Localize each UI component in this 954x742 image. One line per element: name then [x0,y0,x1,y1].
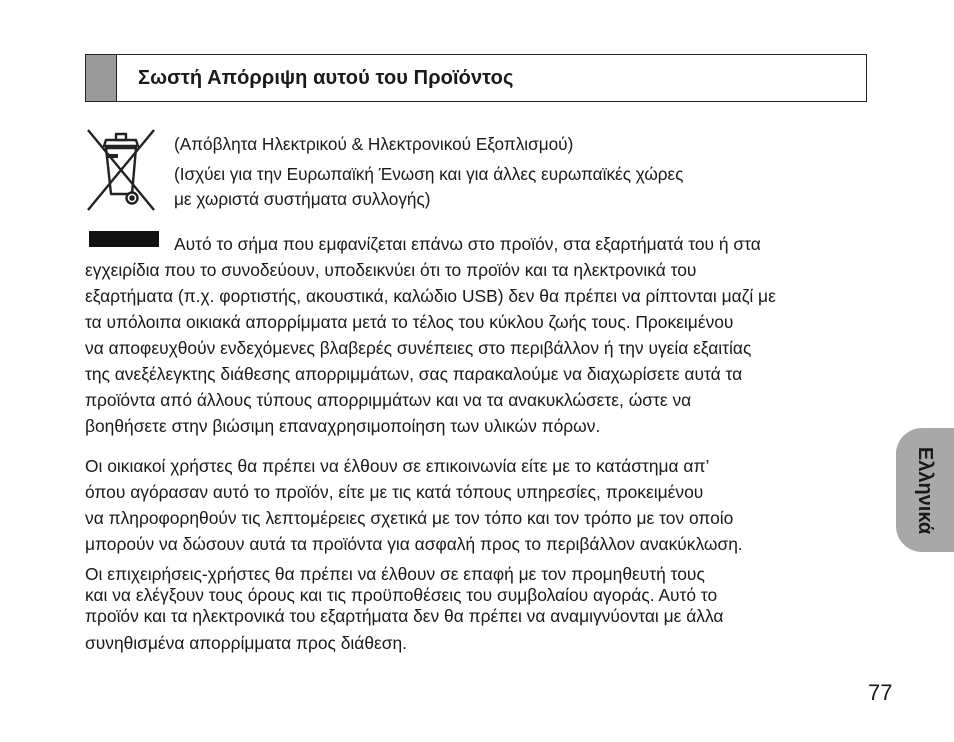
language-side-tab [896,428,954,552]
intro-line-1: (Απόβλητα Ηλεκτρικού & Ηλεκτρονικού Εξοπλισμού) [174,134,574,154]
paragraph-2-line: να πληροφορηθούν τις λεπτομέρειες σχετικά με τον τόπο και τον τρόπο με τον οποίο [85,508,734,528]
intro-line-3: με χωριστά συστήματα συλλογής) [174,189,431,209]
paragraph-1-line: προϊόντα από άλλους τύπους απορριμμάτων και να τα ανακυκλώσετε, ώστε να [85,390,692,410]
paragraph-3-line: και να ελέγξουν τους όρους και τις προϋποθέσεις του συμβολαίου αγοράς. Αυτό το [85,585,718,605]
paragraph-2 [85,453,875,557]
paragraph-3 [85,564,875,654]
paragraph-1-line: να αποφευχθούν ενδεχόμενες βλαβερές συνέπειες στο περιβάλλον ή την υγεία εξαιτίας [85,338,752,358]
paragraph-2-line: Οι οικιακοί χρήστες θα πρέπει να έλθουν σε επικοινωνία είτε με το κατάστημα απ’ [85,456,710,476]
paragraph-3-line: προϊόν και τα ηλεκτρονικά του εξαρτήματα δεν θα πρέπει να αναμιγνύονται με άλλα [85,606,724,626]
paragraph-2-line: όπου αγόρασαν αυτό το προϊόν, είτε με τις κατά τόπους υπηρεσίες, προκειμένου [85,482,704,502]
header-accent-bar [86,55,117,101]
page-number: 77 [868,680,893,705]
crossed-out-wheelie-bin-icon [84,126,160,214]
paragraph-1-line: τα υπόλοιπα οικιακά απορρίμματα μετά το τέλος του κύκλου ζωής τους. Προκειμένου [85,312,734,332]
paragraph-1-line: βοηθήσετε στην βιώσιμη επαναχρησιμοποίηση των υλικών πόρων. [85,416,601,436]
paragraph-1-line: εγχειρίδια που το συνοδεύουν, υποδεικνύει ότι το προϊόν και τα ηλεκτρονικά του [85,260,697,280]
paragraph-2-line: μπορούν να δώσουν αυτά τα προϊόντα για ασφαλή προς το περιβάλλον ανακύκλωση. [85,534,743,554]
paragraph-3-line: Οι επιχειρήσεις-χρήστες θα πρέπει να έλθουν σε επαφή με τον προμηθευτή τους [85,564,705,584]
intro-line-2: (Ισχύει για την Ευρωπαϊκή Ένωση και για άλλες ευρωπαϊκές χώρες [174,164,684,184]
paragraph-1-line: της ανεξέλεγκτης διάθεσης απορριμμάτων, σας παρακαλούμε να διαχωρίσετε αυτά τα [85,364,743,384]
section-header [85,54,867,102]
section-title: Σωστή Απόρριψη αυτού του Προϊόντος [138,66,514,89]
paragraph-1-line: Αυτό το σήμα που εμφανίζεται επάνω στο προϊόν, στα εξαρτήματά του ή στα [174,234,761,254]
paragraph-1 [85,231,875,439]
paragraph-3-line: συνηθισμένα απορρίμματα προς διάθεση. [85,633,407,653]
paragraph-1-line: εξαρτήματα (π.χ. φορτιστής, ακουστικά, καλώδιο USB) δεν θα πρέπει να ρίπτονται μαζί με [85,286,776,306]
language-tab-label: Ελληνικά [914,446,937,534]
